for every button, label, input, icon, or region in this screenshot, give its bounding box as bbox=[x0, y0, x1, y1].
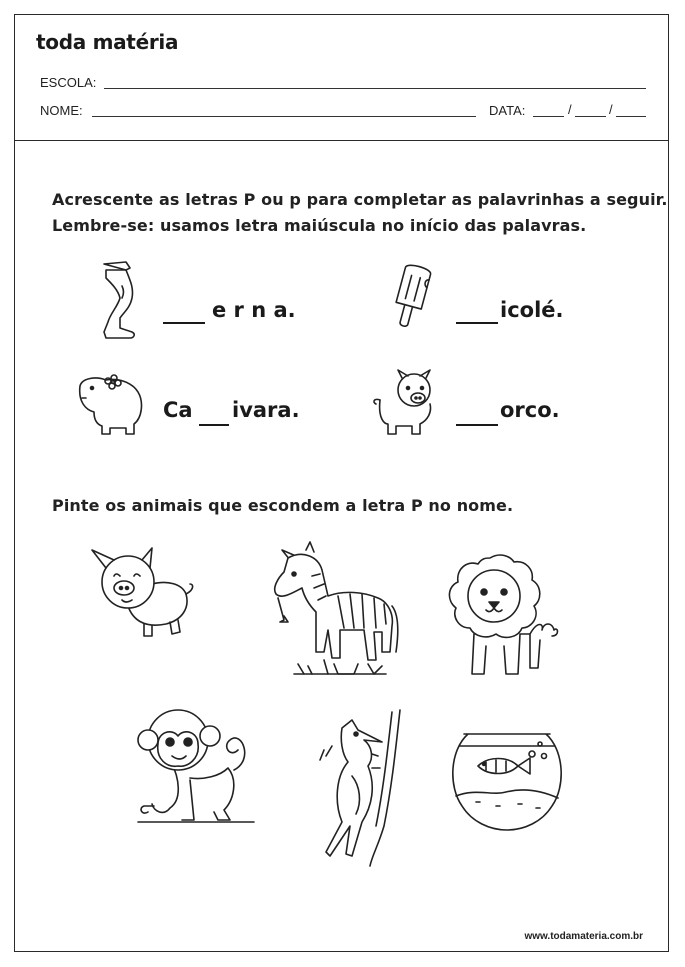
zebra-picture[interactable] bbox=[268, 540, 404, 680]
answer-blank[interactable] bbox=[456, 424, 498, 426]
exercise1-instruction-line2: Lembre-se: usamos letra maiúscula no início das palavras. bbox=[52, 216, 587, 235]
pig-picture bbox=[368, 368, 440, 438]
answer-blank[interactable] bbox=[163, 322, 205, 324]
name-label: NOME: bbox=[40, 103, 83, 118]
school-label: ESCOLA: bbox=[40, 75, 97, 90]
monkey-picture[interactable] bbox=[134, 700, 264, 826]
exercise1-instruction-line1: Acrescente as letras P ou p para completar as palavrinhas a seguir. bbox=[52, 190, 668, 209]
fishbowl-picture[interactable] bbox=[446, 726, 568, 834]
pig-picture[interactable] bbox=[86, 544, 198, 640]
header-divider bbox=[14, 140, 669, 141]
answer-blank[interactable] bbox=[456, 322, 498, 324]
footer-url[interactable]: www.todamateria.com.br bbox=[524, 931, 643, 942]
word-prefix: Ca bbox=[163, 398, 193, 422]
date-year-field[interactable] bbox=[616, 116, 646, 117]
brand-logo: toda matéria bbox=[36, 30, 179, 54]
leg-picture bbox=[96, 258, 148, 340]
word-fragment: icolé. bbox=[500, 298, 564, 322]
lion-picture[interactable] bbox=[434, 550, 564, 682]
woodpecker-picture[interactable] bbox=[312, 706, 408, 868]
answer-blank[interactable] bbox=[199, 424, 229, 426]
date-separator: / bbox=[568, 102, 572, 117]
popsicle-picture bbox=[384, 262, 438, 332]
date-separator: / bbox=[609, 102, 613, 117]
date-label: DATA: bbox=[489, 103, 526, 118]
date-day-field[interactable] bbox=[533, 116, 564, 117]
exercise2-instruction: Pinte os animais que escondem a letra P no nome. bbox=[52, 496, 514, 515]
word-fragment: orco. bbox=[500, 398, 560, 422]
name-field[interactable] bbox=[92, 116, 476, 117]
capybara-picture bbox=[72, 372, 158, 438]
word-fragment: e r n a. bbox=[212, 298, 296, 322]
date-month-field[interactable] bbox=[575, 116, 606, 117]
word-fragment: ivara. bbox=[232, 398, 300, 422]
school-field[interactable] bbox=[104, 88, 646, 89]
